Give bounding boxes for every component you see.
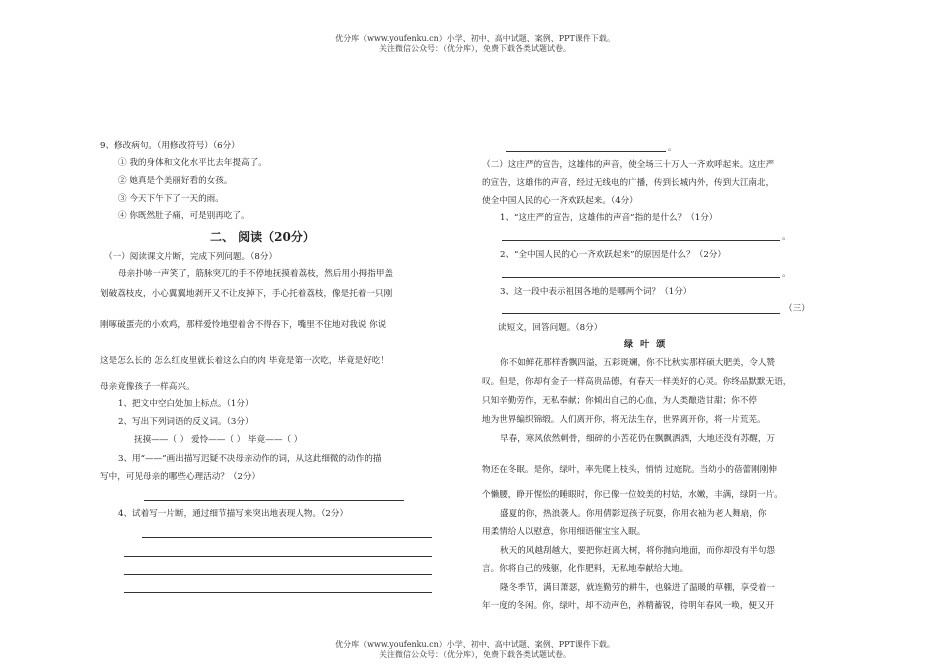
rq1-end: 。 [782, 232, 791, 242]
poem-line-10: 秋天的风越刮越大，要把你赶离大树，将你抛向地面，而你却没有半句怨 [500, 546, 776, 556]
part2-line-2: 的宣告，这雄伟的声音，经过无线电的广播，传到长城内外，传到大江南北， [482, 178, 775, 188]
section-title: 二、 阅读（20分） [210, 230, 315, 244]
poem-line-12: 隆冬季节，满目萧瑟，就连勤劳的耕牛，也躲进了温暖的草棚，享受着一 [500, 583, 776, 593]
part1-title: （一）阅读课文片断，完成下列问题。（8分） [104, 252, 278, 262]
answer-line-rq3[interactable] [502, 313, 780, 314]
footer-line-1: 优分库（www.youfenku.cn）小学、初中、高中试题、案例、PPT课件下载。 [335, 640, 615, 649]
passage-line-2: 划破荔枝皮，小心翼翼地剥开又不让皮掉下，手心托着荔枝，像是托着一只刚 [100, 289, 393, 299]
question-3-line-1: 3、用“——”画出描写迟疑不决母亲动作的词，从这此细微的动作的描 [118, 454, 382, 464]
question-2-words: 抚摸——（ ） 爱怜——（ ） 毕竟——（ ） [134, 435, 303, 445]
q9-title: 9、修改病句。（用修改符号）（6分） [100, 141, 240, 151]
poem-line-2: 叹。但是，你却有金子一样高贵品德，有春天一样美好的心灵。你终品默默无语， [482, 377, 792, 387]
poem-line-5: 早春，寒风依然刺骨，细碎的小苦花仍在飘飘洒洒，大地还没有苏醒，万 [500, 434, 776, 444]
question-1: 1、把文中空白处加上标点。（1分） [118, 399, 254, 409]
part3-label: （三） [784, 304, 810, 314]
q9-item-3: ③ 今天下午下了一天的雨。 [118, 194, 224, 204]
rq2-end: 。 [782, 269, 791, 279]
page-footer [0, 640, 950, 660]
poem-line-4: 地为世界编织锦缎。人们离开你，将无法生存，世界离开你，将一片荒芜。 [482, 415, 766, 425]
answer-line-q4-2[interactable] [124, 556, 432, 557]
poem-line-8: 盛夏的你，热浪袭人。你用倩影逗孩子玩耍，你用衣袖为老人舞扇，你 [500, 509, 767, 519]
part2-line-3: 使全中国人民的心一齐欢跃起来。（4分） [482, 196, 638, 206]
q9-item-2: ② 她真是个美丽好看的女孩。 [118, 176, 233, 186]
q9-item-4: ④ 你既然肚子痛，可是别再吃了。 [118, 211, 250, 221]
part2-title: （二）这庄严的宣告，这雄伟的声音，使全场三十万人一齐欢呼起来。这庄严 [482, 160, 775, 170]
question-4: 4、试着写一片断，通过细节描写来突出地表现人物。（2分） [118, 509, 349, 519]
poem-line-1: 你不如鲜花那样香飘四溢，五彩斑斓，你不比秋实那样硕大肥美，令人赞 [500, 358, 776, 368]
header-line-1: 优分库（www.youfenku.cn）小学、初中、高中试题、案例、PPT课件下载。 [335, 34, 615, 43]
passage-line-3: 刚啄破蛋壳的小欢鸡，那样爱怜地望着舍不得吞下，嘴里不住地对我说 你说 [100, 320, 387, 330]
answer-line-q4-1[interactable] [142, 537, 432, 538]
passage-line-1: 母亲扑哧一声笑了，筋脉突兀的手不停地抚摸着荔枝，然后用小拇指甲盖 [118, 269, 394, 279]
footer-line-2: 关注微信公众号：（优分库），免费下载各类试题试卷。 [379, 650, 571, 659]
poem-line-3: 只知辛勤劳作，无私奉献；你倾出自己的心血，为人类酿造甘甜；你不停 [482, 396, 758, 406]
answer-line-rq2[interactable] [502, 277, 780, 278]
header-line-2: 关注微信公众号：（优分库），免费下载各类试题试卷。 [379, 44, 571, 53]
question-3-line-2: 写中，可见母亲的哪些心理活动？（2分） [100, 472, 261, 482]
poem-line-6: 物还在冬眠。是你，绿叶，率先爬上枝头，悄悄 过庭院。当幼小的蓓蕾刚刚伸 [482, 465, 777, 475]
poem-line-11: 言。你将自己的残躯，化作肥料，无私地奉献给大地。 [482, 564, 689, 574]
passage-line-5: 母亲竟像孩子一样高兴。 [100, 382, 195, 392]
poem-title: 绿 叶 颂 [624, 340, 668, 350]
answer-line-q3[interactable] [144, 500, 404, 501]
passage-line-4: 这是怎么长的 怎么红皮里就长着这么白的肉 毕竟是第一次吃，毕竟是好吃！ [100, 356, 390, 366]
poem-line-13: 年一度的冬闲。你，绿叶，却不动声色，养精蓄锐，待明年春风一唤，便又开 [482, 601, 775, 611]
answer-line-top[interactable] [506, 151, 666, 152]
page-header [0, 34, 950, 54]
question-2: 2、写出下列词语的反义词。（3分） [118, 417, 254, 427]
right-question-3: 3、这一段中表示祖国各地的是哪两个词？（1分） [500, 287, 692, 297]
part3-title: 读短文，回答问题。（8分） [498, 323, 603, 333]
answer-line-rq1[interactable] [502, 240, 780, 241]
q9-item-1: ① 我的身体和文化水平比去年提高了。 [118, 158, 267, 168]
poem-line-7: 个懒腰，睁开惺忪的睡眼时，你已像一位姣美的村姑，水嫩，丰满，绿阴一片。 [482, 490, 783, 500]
right-question-2: 2、“全中国人民的心一齐欢跃起来”的原因是什么？（2分） [500, 250, 726, 260]
poem-line-9: 用柔情给人以慰意，你用细语催宝宝入眠。 [482, 527, 646, 537]
answer-line-q4-3[interactable] [124, 574, 432, 575]
top-line-end: 。 [668, 143, 677, 153]
answer-line-q4-4[interactable] [124, 592, 432, 593]
right-question-1: 1、“这庄严的宣告，这雄伟的声音”指的是什么？（1分） [500, 213, 718, 223]
